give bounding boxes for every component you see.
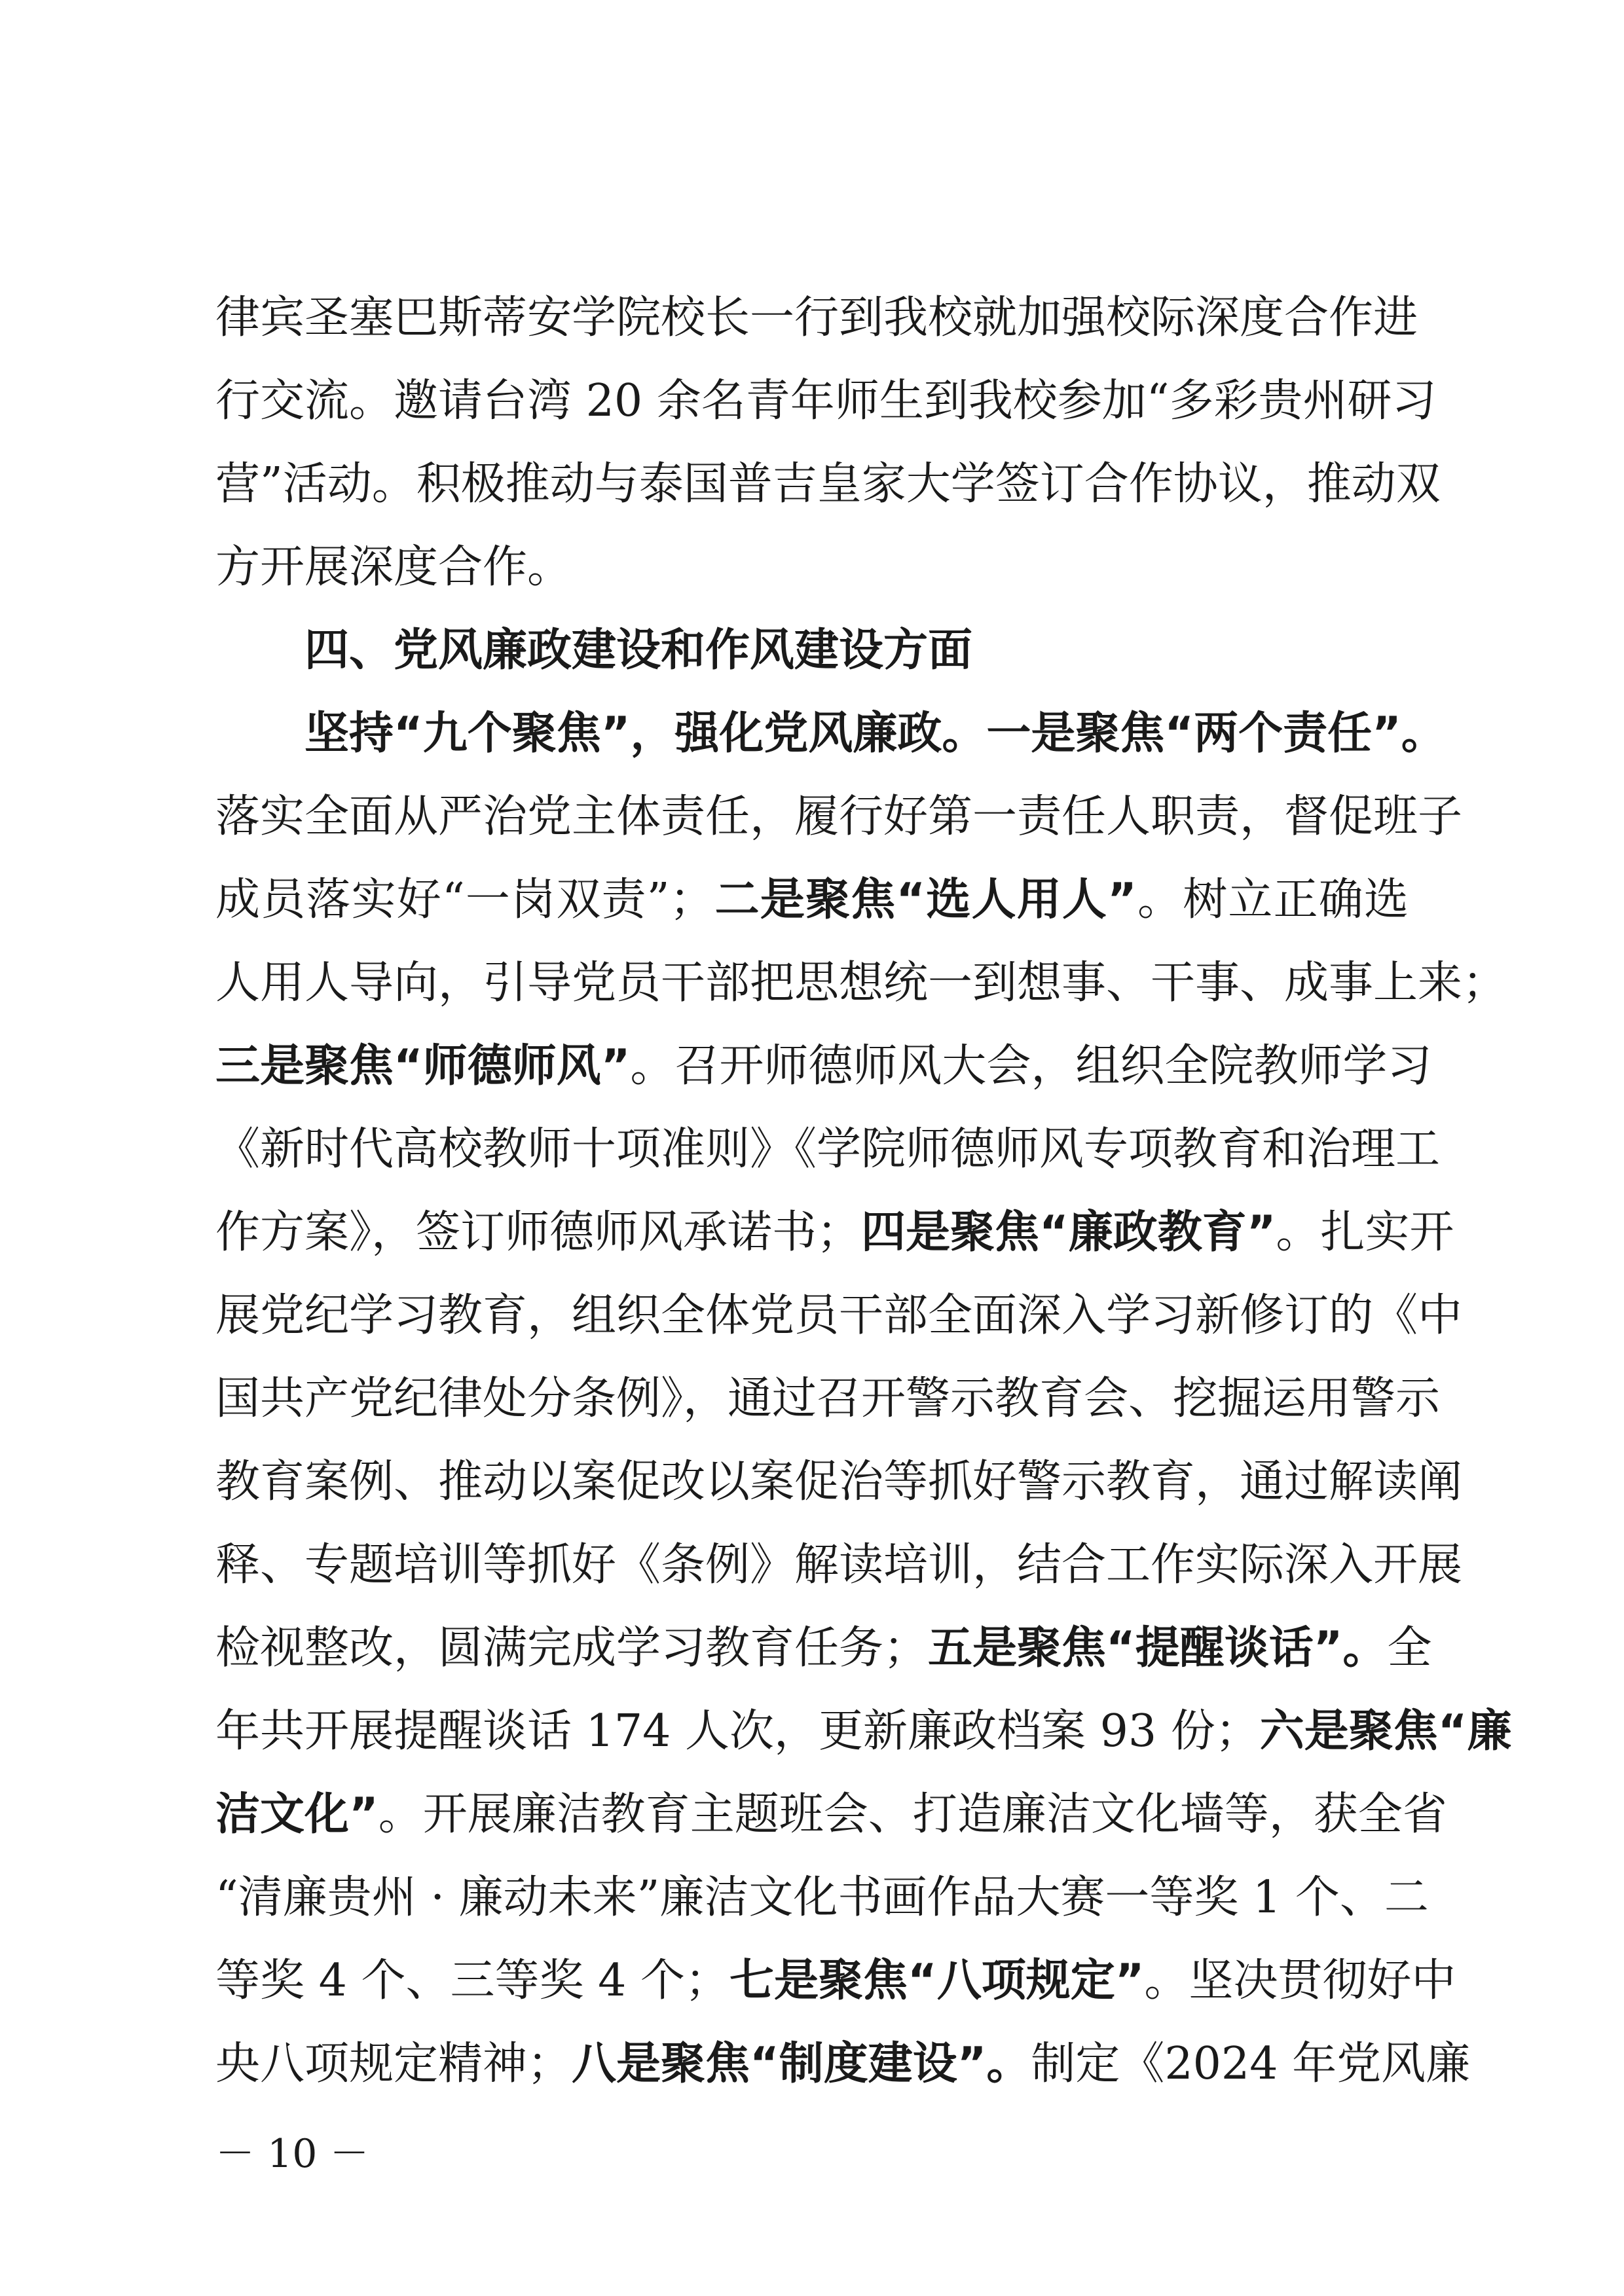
bold-phrase: 坚持“九个聚焦”，强化党风廉政。一是聚焦“两个责任”。 (304, 708, 1446, 759)
text-line (215, 1773, 1447, 1856)
bold-phrase: 五是聚焦“提醒谈话”。 (928, 1622, 1388, 1674)
bold-phrase: 六是聚焦“廉 (1259, 1705, 1512, 1757)
text-line: “清廉贵州 · 廉动未来”廉洁文化书画作品大赛一等奖 1 个、二 (215, 1872, 1429, 1923)
text-line (215, 1690, 1512, 1773)
text-run: 。扎实开 (1276, 1207, 1454, 1258)
text-line (215, 858, 1409, 941)
text-line (304, 692, 1446, 775)
text-line (215, 1939, 1456, 2022)
text-line: 行交流。邀请台湾 20 余名青年师生到我校参加“多彩贵州研习 (215, 375, 1437, 427)
text-line: 落实全面从严治党主体责任，履行好第一责任人职责，督促班子 (215, 791, 1463, 843)
text-line: 《新时代高校教师十项准则》《学院师德师风专项教育和治理工 (215, 1123, 1441, 1175)
text-run: 作方案》，签订师德师风承诺书； (215, 1207, 862, 1258)
text-run: 。召开师德师风大会，组织全院教师学习 (630, 1040, 1432, 1092)
section-heading: 四、党风廉政建设和作风建设方面 (304, 625, 973, 676)
bold-phrase: 七是聚焦“八项规定” (729, 1955, 1145, 2007)
text-run: 年共开展提醒谈话 174 人次，更新廉政档案 93 份； (215, 1705, 1260, 1757)
text-run: 。坚决贯彻好中 (1144, 1955, 1456, 2007)
text-line: 营”活动。积极推动与泰国普吉皇家大学签订合作协议，推动双 (215, 458, 1441, 510)
bold-phrase: 四是聚焦“廉政教育” (861, 1207, 1276, 1258)
bold-phrase: 洁文化” (215, 1789, 378, 1840)
text-line: 人用人导向，引导党员干部把思想统一到想事、干事、成事上来； (215, 957, 1507, 1009)
text-line: 展党纪学习教育，组织全体党员干部全面深入学习新修订的《中 (215, 1290, 1463, 1341)
text-line (215, 1607, 1432, 1690)
bold-phrase: 三是聚焦“师德师风” (215, 1040, 631, 1092)
text-line: 国共产党纪律处分条例》，通过召开警示教育会、挖掘运用警示 (215, 1373, 1441, 1425)
text-run: 央八项规定精神； (215, 2038, 572, 2090)
bold-phrase: 二是聚焦“选人用人” (714, 874, 1137, 926)
text-line: 教育案例、推动以案促改以案促治等抓好警示教育，通过解读阐 (215, 1456, 1463, 1508)
page-number: － 10 － (215, 2131, 369, 2177)
text-run: 。开展廉洁教育主题班会、打造廉洁文化墙等，获全省 (378, 1789, 1447, 1840)
text-line: 律宾圣塞巴斯蒂安学院校长一行到我校就加强校际深度合作进 (215, 292, 1418, 344)
text-run: 检视整改，圆满完成学习教育任务； (215, 1622, 929, 1674)
bold-phrase: 八是聚焦“制度建设”。 (572, 2038, 1031, 2090)
text-line (215, 1025, 1432, 1108)
text-run: 。树立正确选 (1136, 874, 1409, 926)
text-run: 成员落实好“一岗双责”； (215, 874, 714, 926)
text-run: 等奖 4 个、三等奖 4 个； (215, 1955, 729, 2007)
text-run: 制定《2024 年党风廉 (1031, 2038, 1471, 2090)
text-run: 全 (1387, 1622, 1432, 1674)
text-line (215, 1191, 1454, 1274)
text-line: 方开展深度合作。 (215, 541, 572, 593)
text-line: 释、专题培训等抓好《条例》解读培训，结合工作实际深入开展 (215, 1539, 1463, 1591)
text-line (215, 2022, 1471, 2105)
